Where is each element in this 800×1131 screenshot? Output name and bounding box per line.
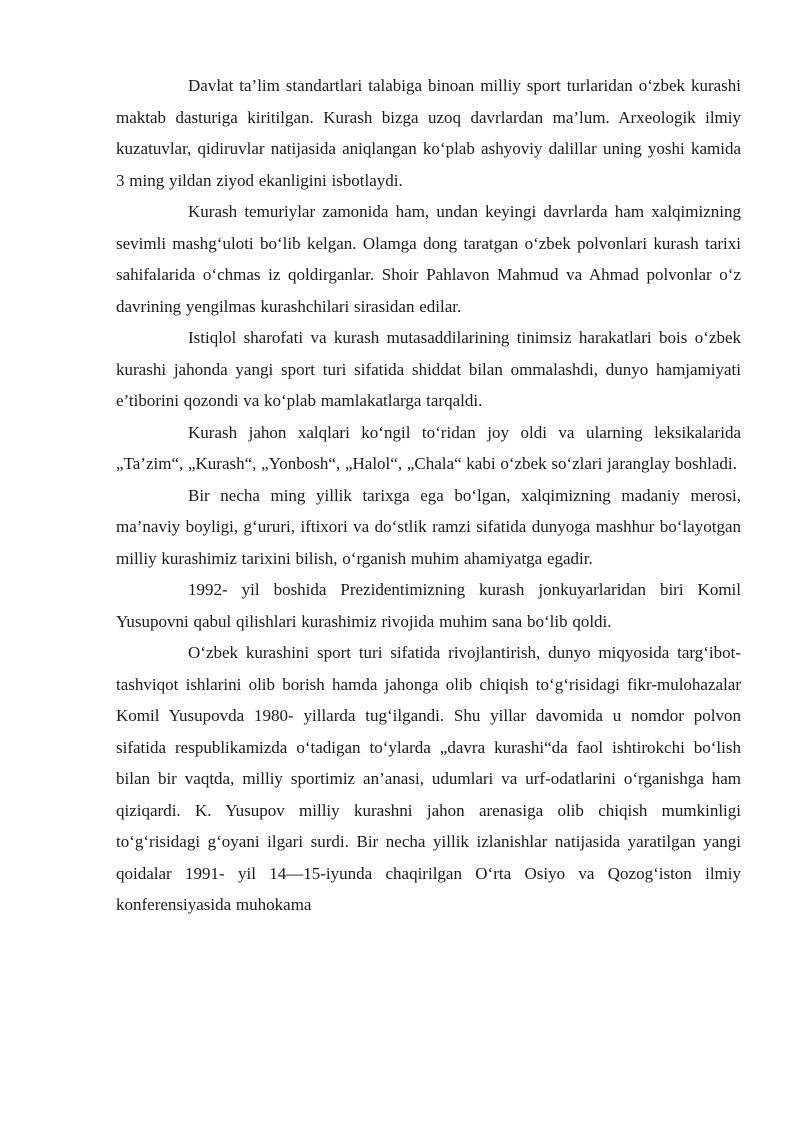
- paragraph-temurids: Kurash temuriylar zamonida ham, undan keyingi davrlarda ham xalqimizning sevimli mashg‘uloti bo‘lib kelgan. Olamga dong taratgan o‘zbek polvonlari kurash tarixi sahifalarida o‘chmas iz qoldirganlar. Shoir Pahlavon Mahmud va Ahmad polvonlar o‘z davrining yengilmas kurashchilari sirasidan edilar.: [116, 202, 741, 316]
- paragraph-yusupov: O‘zbek kurashini sport turi sifatida rivojlantirish, dunyo miqyosida targ‘ibot-tashviqot ishlarini olib borish hamda jahonga olib chiqish to‘g‘risidagi fikr-mulohazalar Komil Yusupovda 1980- yillarda tug‘ilgandi. Shu yillar davomida u nomdor polvon sifatida respublikamizda o‘tadigan to‘ylarda „davra kurashi“da faol ishtirokchi bo‘lish bilan bir vaqtda, milliy sportimiz an’anasi, udumlari va urf-odatlarini o‘rganishga ham qiziqardi. K. Yusupov milliy kurashni jahon arenasiga olib chiqish mumkinligi to‘g‘risidagi g‘oyani ilgari surdi. Bir necha yillik izlanishlar natijasida yaratilgan yangi qoidalar 1991- yil 14—15-iyunda chaqirilgan O‘rta Osiyo va Qozog‘iston ilmiy konferensiyasida muhokama: [116, 643, 741, 914]
- paragraph-terms: Kurash jahon xalqlari ko‘ngil to‘ridan joy oldi va ularning leksikalarida „Ta’zim“, „Kurash“, „Yonbosh“, „Halol“, „Chala“ kabi o‘zbek so‘zlari jaranglay boshladi.: [116, 422, 741, 473]
- paragraph-independence: Istiqlol sharofati va kurash mutasaddilarining tinimsiz harakatlari bois o‘zbek kurashi jahonda yangi sport turi sifatida shiddat bilan ommalashdi, dunyo hamjamiyati e’tiborini qozondi va ko‘plab mamlakatlarga tarqaldi.: [116, 328, 741, 410]
- document-body: [116, 70, 741, 921]
- paragraph-heritage: Bir necha ming yillik tarixga ega bo‘lgan, xalqimizning madaniy merosi, ma’naviy boyligi, g‘ururi, iftixori va do‘stlik ramzi sifatida dunyoga mashhur bo‘layotgan milliy kurashimiz tarixini bilish, o‘rganish muhim ahamiyatga egadir.: [116, 485, 741, 568]
- paragraph-1992: 1992- yil boshida Prezidentimizning kurash jonkuyarlaridan biri Komil Yusupovni qabul qilishlari kurashimiz rivojida muhim sana bo‘lib qoldi.: [116, 580, 741, 631]
- paragraph-standards: Davlat ta’lim standartlari talabiga binoan milliy sport turlaridan o‘zbek kurashi maktab dasturiga kiritilgan. Kurash bizga uzoq davrlardan ma’lum. Arxeologik ilmiy kuzatuvlar, qidiruvlar natijasida aniqlangan ko‘plab ashyoviy dalillar uning yoshi kamida 3 ming yildan ziyod ekanligini isbotlaydi.: [116, 76, 741, 190]
